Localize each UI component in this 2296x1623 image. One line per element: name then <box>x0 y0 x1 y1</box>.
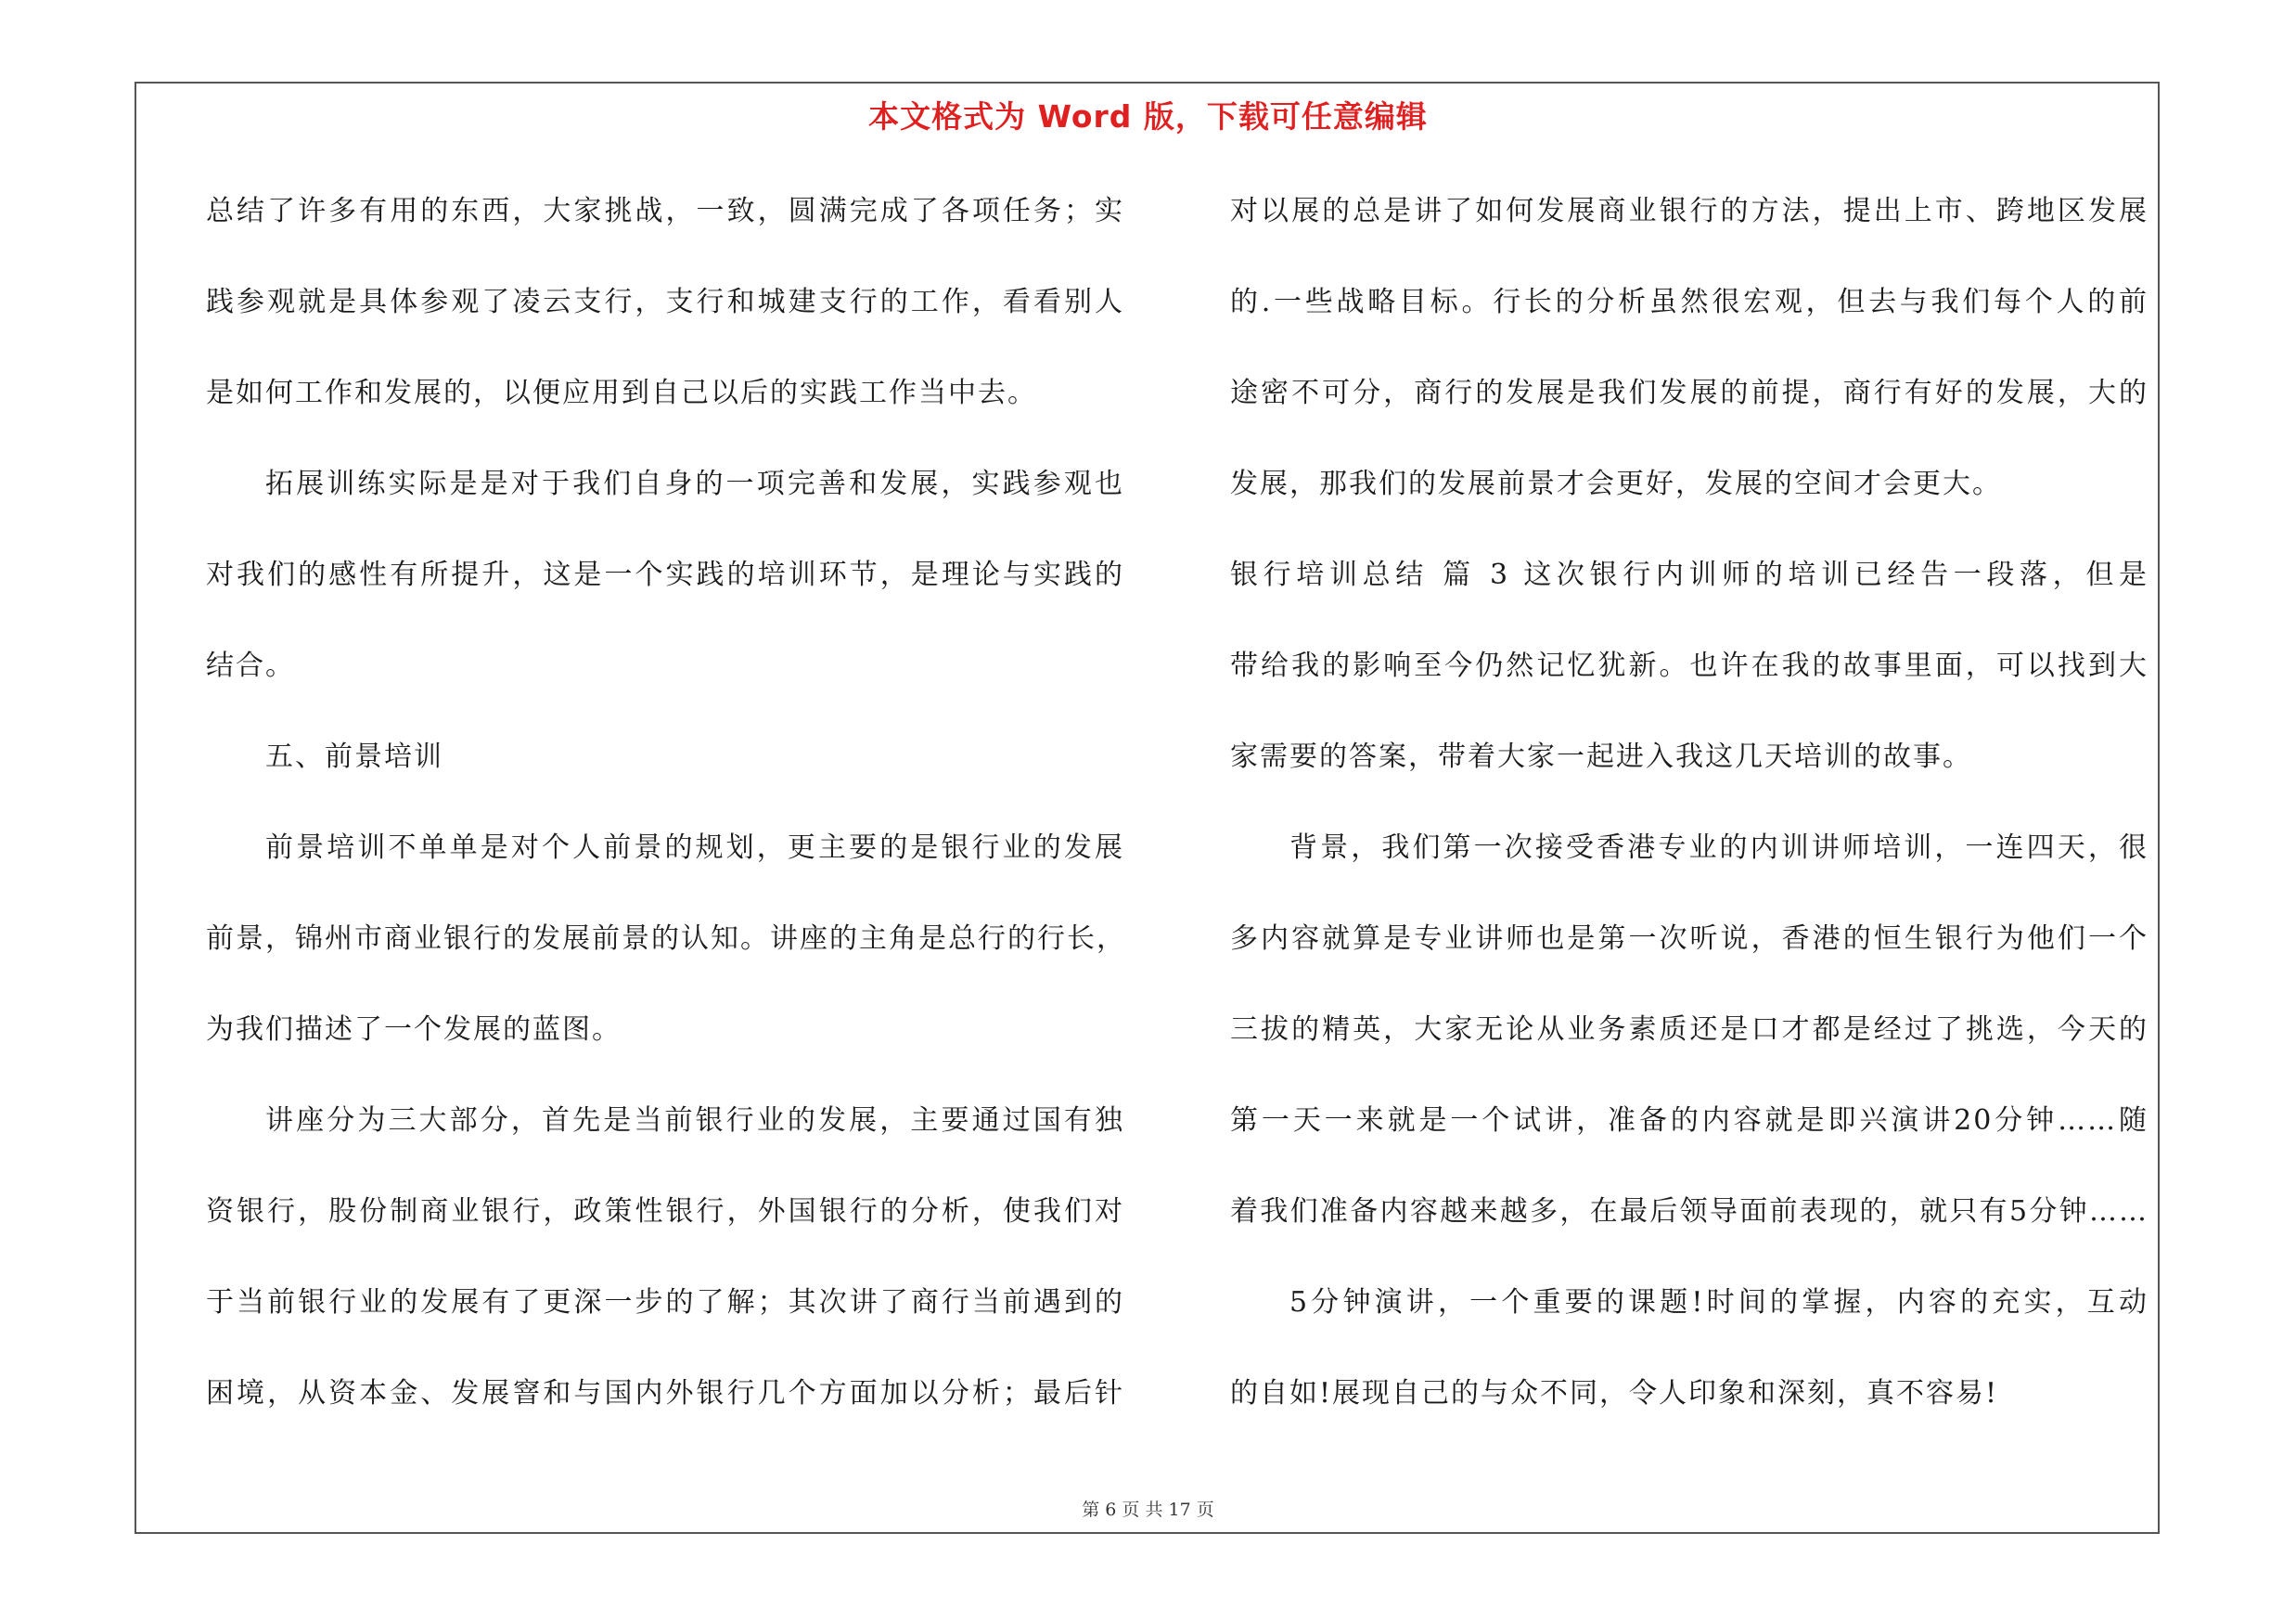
text-line: 带给我的影响至今仍然记忆犹新。也许在我的故事里面，可以找到大 <box>1230 650 2148 682</box>
right-column <box>1230 181 2148 1454</box>
format-banner: 本文格式为 Word 版，下载可任意编辑 <box>868 98 1428 135</box>
text-line: 于当前银行业的发展有了更深一步的了解；其次讲了商行当前遇到的 <box>206 1286 1124 1319</box>
text-line: 践参观就是具体参观了凌云支行，支行和城建支行的工作，看看别人 <box>206 286 1124 318</box>
text-line: 总结了许多有用的东西，大家挑战，一致，圆满完成了各项任务；实 <box>206 195 1124 227</box>
text-line: 着我们准备内容越来越多，在最后领导面前表现的，就只有5分钟…… <box>1230 1195 2148 1228</box>
text-line: 前景，锦州市商业银行的发展前景的认知。讲座的主角是总行的行长， <box>206 922 1126 955</box>
text-line: 五、前景培训 <box>265 741 443 773</box>
text-line: 结合。 <box>206 650 295 682</box>
text-line: 5分钟演讲，一个重要的课题!时间的掌握，内容的充实，互动 <box>1289 1286 2148 1319</box>
text-line: 资银行，股份制商业银行，政策性银行，外国银行的分析，使我们对 <box>206 1195 1124 1228</box>
text-line: 对我们的感性有所提升，这是一个实践的培训环节，是理论与实践的 <box>206 559 1124 591</box>
text-line: 银行培训总结 篇 3 这次银行内训师的培训已经告一段落，但是 <box>1230 559 2148 591</box>
text-line: 困境，从资本金、发展窨和与国内外银行几个方面加以分析；最后针 <box>206 1377 1124 1410</box>
text-line: 为我们描述了一个发展的蓝图。 <box>206 1013 622 1046</box>
text-line: 讲座分为三大部分，首先是当前银行业的发展，主要通过国有独 <box>265 1104 1124 1137</box>
page-number: 第 6 页 共 17 页 <box>1082 1500 1214 1520</box>
text-line: 是如何工作和发展的，以便应用到自己以后的实践工作当中去。 <box>206 377 1037 409</box>
text-line: 对以展的总是讲了如何发展商业银行的方法，提出上市、跨地区发展 <box>1230 195 2148 227</box>
text-line: 背景，我们第一次接受香港专业的内训讲师培训，一连四天，很 <box>1289 831 2148 864</box>
text-line: 多内容就算是专业讲师也是第一次听说，香港的恒生银行为他们一个 <box>1230 922 2148 955</box>
text-line: 途密不可分，商行的发展是我们发展的前提，商行有好的发展，大的 <box>1230 377 2148 409</box>
text-line: 第一天一来就是一个试讲，准备的内容就是即兴演讲20分钟……随 <box>1230 1104 2148 1137</box>
text-line: 发展，那我们的发展前景才会更好，发展的空间才会更大。 <box>1230 468 2002 500</box>
text-line: 前景培训不单单是对个人前景的规划，更主要的是银行业的发展 <box>265 831 1124 864</box>
left-column <box>206 181 1124 1454</box>
text-line: 家需要的答案，带着大家一起进入我这几天培训的故事。 <box>1230 741 1972 773</box>
text-line: 的.一些战略目标。行长的分析虽然很宏观，但去与我们每个人的前 <box>1230 286 2148 318</box>
text-line: 三拔的精英，大家无论从业务素质还是口才都是经过了挑选，今天的 <box>1230 1013 2148 1046</box>
text-line: 拓展训练实际是是对于我们自身的一项完善和发展，实践参观也 <box>265 468 1124 500</box>
text-line: 的自如!展现自己的与众不同，令人印象和深刻，真不容易! <box>1230 1377 1999 1410</box>
